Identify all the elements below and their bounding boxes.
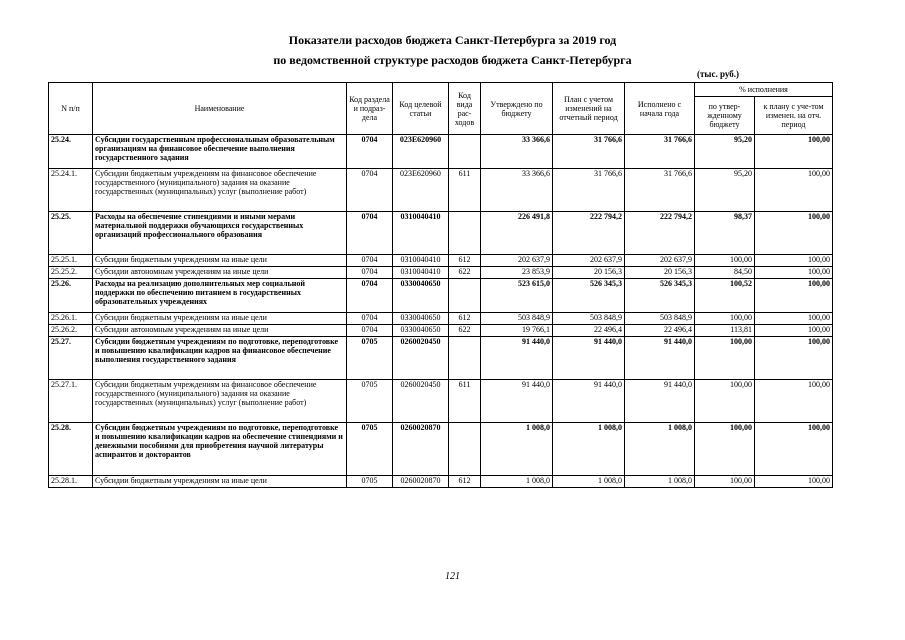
row-expense-type-code: 622 xyxy=(449,267,481,279)
header-executed: Исполнено с начала года xyxy=(625,83,695,135)
row-number: 25.25. xyxy=(49,212,93,255)
row-plan: 20 156,3 xyxy=(553,267,625,279)
row-plan: 503 848,9 xyxy=(553,313,625,325)
row-approved: 91 440,0 xyxy=(481,337,553,380)
row-name: Субсидии бюджетным учреждениям на финансовое обеспечение государственного (муниципального) задания на оказание государственных (муниципальных) услуг (выполнение работ) xyxy=(93,169,347,212)
row-plan: 22 496,4 xyxy=(553,325,625,337)
row-section-code: 0704 xyxy=(347,279,393,313)
row-section-code: 0704 xyxy=(347,325,393,337)
row-target-code: 0310040410 xyxy=(393,212,449,255)
row-executed: 503 848,9 xyxy=(625,313,695,325)
row-name: Субсидии бюджетным учреждениям на иные цели xyxy=(93,476,347,488)
row-number: 25.25.1. xyxy=(49,255,93,267)
table-row xyxy=(49,423,833,476)
row-pct-plan: 100,00 xyxy=(755,325,833,337)
row-pct-approved: 100,00 xyxy=(695,476,755,488)
row-target-code: 0330040650 xyxy=(393,313,449,325)
table-row xyxy=(49,337,833,380)
row-name: Субсидии автономным учреждениям на иные цели xyxy=(93,267,347,279)
row-target-code: 0310040410 xyxy=(393,267,449,279)
row-plan: 31 766,6 xyxy=(553,169,625,212)
row-pct-approved: 100,00 xyxy=(695,380,755,423)
row-plan: 91 440,0 xyxy=(553,380,625,423)
row-name: Субсидии бюджетным учреждениям на иные цели xyxy=(93,313,347,325)
row-number: 25.28.1. xyxy=(49,476,93,488)
row-pct-approved: 100,00 xyxy=(695,313,755,325)
row-target-code: 0330040650 xyxy=(393,325,449,337)
row-expense-type-code: 611 xyxy=(449,380,481,423)
table-row xyxy=(49,169,833,212)
row-pct-approved: 98,37 xyxy=(695,212,755,255)
row-approved: 19 766,1 xyxy=(481,325,553,337)
row-approved: 33 366,6 xyxy=(481,135,553,169)
report-title-line1: Показатели расходов бюджета Санкт-Петербурга за 2019 год xyxy=(288,33,617,47)
row-pct-plan: 100,00 xyxy=(755,135,833,169)
row-pct-approved: 100,00 xyxy=(695,337,755,380)
header-section-code: Код раздела и подраз-дела xyxy=(347,83,393,135)
row-target-code: 0260020870 xyxy=(393,423,449,476)
table-row xyxy=(49,476,833,488)
row-pct-approved: 84,50 xyxy=(695,267,755,279)
row-plan: 91 440,0 xyxy=(553,337,625,380)
row-target-code: 023Е620960 xyxy=(393,169,449,212)
row-expense-type-code: 612 xyxy=(449,255,481,267)
row-number: 25.26.2. xyxy=(49,325,93,337)
row-executed: 31 766,6 xyxy=(625,169,695,212)
row-executed: 526 345,3 xyxy=(625,279,695,313)
row-executed: 1 008,0 xyxy=(625,476,695,488)
row-number: 25.26.1. xyxy=(49,313,93,325)
row-approved: 23 853,9 xyxy=(481,267,553,279)
row-number: 25.28. xyxy=(49,423,93,476)
row-approved: 1 008,0 xyxy=(481,423,553,476)
row-pct-approved: 100,52 xyxy=(695,279,755,313)
row-expense-type-code: 611 xyxy=(449,169,481,212)
table-row xyxy=(49,135,833,169)
row-pct-plan: 100,00 xyxy=(755,279,833,313)
row-pct-approved: 113,81 xyxy=(695,325,755,337)
row-executed: 1 008,0 xyxy=(625,423,695,476)
row-name: Субсидии бюджетным учреждениям на финансовое обеспечение государственного (муниципального) задания на оказание государственных (муниципальных) услуг (выполнение работ) xyxy=(93,380,347,423)
row-target-code: 0310040410 xyxy=(393,255,449,267)
row-number: 25.24.1. xyxy=(49,169,93,212)
page-number: 121 xyxy=(445,571,460,582)
header-approved: Утверждено по бюджету xyxy=(481,83,553,135)
row-executed: 222 794,2 xyxy=(625,212,695,255)
row-number: 25.27. xyxy=(49,337,93,380)
row-section-code: 0704 xyxy=(347,255,393,267)
row-expense-type-code xyxy=(449,212,481,255)
row-approved: 1 008,0 xyxy=(481,476,553,488)
header-pct-plan: к плану с уче-том изменен. на отч. период xyxy=(755,97,833,135)
row-section-code: 0704 xyxy=(347,267,393,279)
row-target-code: 023Е620960 xyxy=(393,135,449,169)
row-pct-plan: 100,00 xyxy=(755,313,833,325)
table-row xyxy=(49,279,833,313)
row-name: Субсидии государственным профессиональным образовательным организациям на финансовое обеспечение выполнения государственного задания xyxy=(93,135,347,169)
row-section-code: 0705 xyxy=(347,380,393,423)
table-row xyxy=(49,212,833,255)
row-plan: 202 637,9 xyxy=(553,255,625,267)
table-row xyxy=(49,380,833,423)
row-plan: 1 008,0 xyxy=(553,423,625,476)
row-name: Субсидии автономным учреждениям на иные цели xyxy=(93,325,347,337)
row-pct-plan: 100,00 xyxy=(755,476,833,488)
row-pct-approved: 100,00 xyxy=(695,255,755,267)
row-pct-plan: 100,00 xyxy=(755,169,833,212)
row-target-code: 0260020450 xyxy=(393,380,449,423)
row-approved: 226 491,8 xyxy=(481,212,553,255)
row-name: Субсидии бюджетным учреждениям по подготовке, переподготовке и повышению квалификации кадров на финансовое обеспечение выполнения государственного задания xyxy=(93,337,347,380)
row-pct-plan: 100,00 xyxy=(755,337,833,380)
expenditure-table xyxy=(48,82,833,488)
row-approved: 202 637,9 xyxy=(481,255,553,267)
units-label: (тыс. руб.) xyxy=(697,69,739,79)
row-number: 25.25.2. xyxy=(49,267,93,279)
row-name: Субсидии бюджетным учреждениям на иные цели xyxy=(93,255,347,267)
row-expense-type-code: 612 xyxy=(449,476,481,488)
row-approved: 523 615,0 xyxy=(481,279,553,313)
row-expense-type-code xyxy=(449,423,481,476)
header-num: N п/п xyxy=(49,83,93,135)
report-title-line2: по ведомственной структуре расходов бюджета Санкт-Петербурга xyxy=(273,53,632,67)
row-section-code: 0705 xyxy=(347,476,393,488)
row-approved: 503 848,9 xyxy=(481,313,553,325)
row-pct-plan: 100,00 xyxy=(755,212,833,255)
table-row xyxy=(49,313,833,325)
row-section-code: 0704 xyxy=(347,135,393,169)
row-section-code: 0705 xyxy=(347,423,393,476)
table-row xyxy=(49,325,833,337)
header-plan: План с учетом изменений на отчетный период xyxy=(553,83,625,135)
row-plan: 222 794,2 xyxy=(553,212,625,255)
row-approved: 91 440,0 xyxy=(481,380,553,423)
row-pct-plan: 100,00 xyxy=(755,423,833,476)
row-pct-approved: 95,20 xyxy=(695,135,755,169)
row-expense-type-code xyxy=(449,135,481,169)
row-plan: 31 766,6 xyxy=(553,135,625,169)
row-number: 25.26. xyxy=(49,279,93,313)
row-pct-plan: 100,00 xyxy=(755,380,833,423)
row-executed: 91 440,0 xyxy=(625,337,695,380)
row-name: Расходы на обеспечение стипендиями и иными мерами материальной поддержки обучающихся государственных организаций профессионального образования xyxy=(93,212,347,255)
row-approved: 33 366,6 xyxy=(481,169,553,212)
row-executed: 22 496,4 xyxy=(625,325,695,337)
row-pct-approved: 95,20 xyxy=(695,169,755,212)
header-name: Наименование xyxy=(93,83,347,135)
row-section-code: 0705 xyxy=(347,337,393,380)
row-name: Расходы на реализацию дополнительных мер социальной поддержки по обеспечению питанием в государственных образовательных учреждениях xyxy=(93,279,347,313)
table-row xyxy=(49,267,833,279)
row-target-code: 0330040650 xyxy=(393,279,449,313)
row-pct-plan: 100,00 xyxy=(755,255,833,267)
header-expense-type-code: Код вида рас-ходов xyxy=(449,83,481,135)
row-plan: 1 008,0 xyxy=(553,476,625,488)
row-name: Субсидии бюджетным учреждениям по подготовке, переподготовке и повышению квалификации кадров на обеспечение стипендиями и денежными пособиями для приобретения научной литературы аспирантов и докторантов xyxy=(93,423,347,476)
row-expense-type-code xyxy=(449,279,481,313)
row-pct-plan: 100,00 xyxy=(755,267,833,279)
row-section-code: 0704 xyxy=(347,212,393,255)
row-expense-type-code: 622 xyxy=(449,325,481,337)
row-executed: 20 156,3 xyxy=(625,267,695,279)
row-section-code: 0704 xyxy=(347,169,393,212)
row-executed: 202 637,9 xyxy=(625,255,695,267)
row-expense-type-code xyxy=(449,337,481,380)
row-target-code: 0260020450 xyxy=(393,337,449,380)
header-pct-group: % исполнения xyxy=(695,83,833,97)
row-expense-type-code: 612 xyxy=(449,313,481,325)
row-executed: 31 766,6 xyxy=(625,135,695,169)
header-target-code: Код целевой статьи xyxy=(393,83,449,135)
header-pct-approved: по утвер-жденному бюджету xyxy=(695,97,755,135)
row-target-code: 0260020870 xyxy=(393,476,449,488)
row-number: 25.24. xyxy=(49,135,93,169)
row-plan: 526 345,3 xyxy=(553,279,625,313)
row-pct-approved: 100,00 xyxy=(695,423,755,476)
table-row xyxy=(49,255,833,267)
row-section-code: 0704 xyxy=(347,313,393,325)
row-number: 25.27.1. xyxy=(49,380,93,423)
row-executed: 91 440,0 xyxy=(625,380,695,423)
